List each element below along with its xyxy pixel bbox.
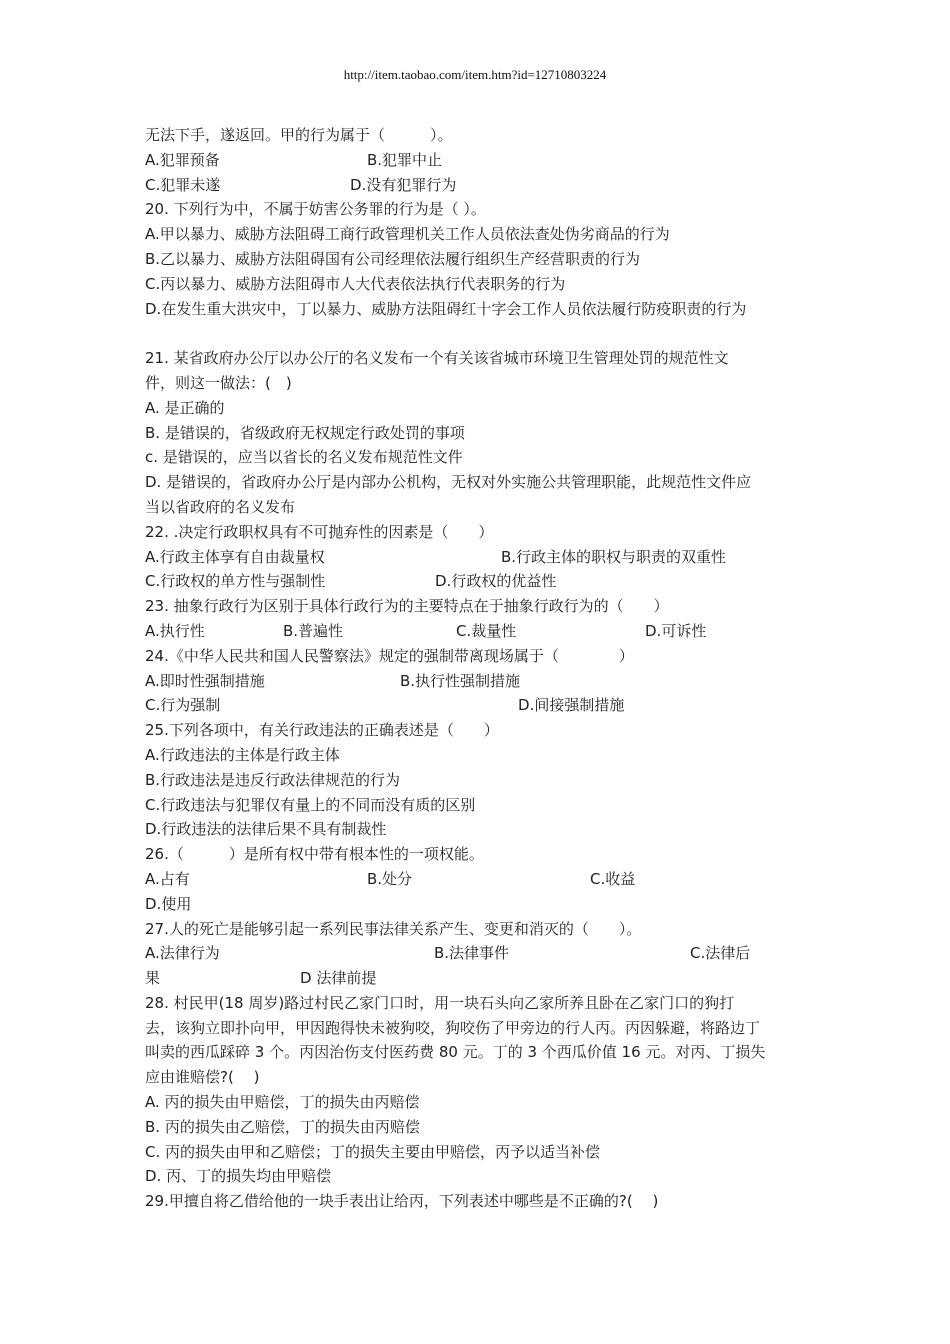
q24-option-a: A.即时性强制措施 (145, 671, 265, 690)
q19-option-b: B.犯罪中止 (367, 150, 443, 169)
q29-stem: 29.甲擅自将乙借给他的一块手表出让给丙，下列表述中哪些是不正确的?( ) (145, 1192, 659, 1211)
q24-option-b: B.执行性强制措施 (400, 671, 521, 690)
q26-options-row1 (145, 867, 815, 892)
q28-option-d: D. 丙、丁的损失均由甲赔偿 (145, 1167, 332, 1186)
q25-option-d: D.行政违法的法律后果不具有制裁性 (145, 820, 387, 839)
q19-option-c: C.犯罪未遂 (145, 175, 221, 194)
q28-stem-line2: 去，该狗立即扑向甲，甲因跑得快未被狗咬，狗咬伤了甲旁边的行人丙。丙因躲避，将路边丁 (145, 1018, 761, 1037)
q26-option-c: C.收益 (590, 869, 636, 888)
q27-options-row1 (145, 941, 815, 966)
q28-stem-line4: 应由谁赔偿?( ) (145, 1068, 260, 1087)
q23-stem: 23. 抽象行政行为区别于具体行政行为的主要特点在于抽象行政行为的（ ） (145, 597, 669, 616)
spacer (145, 321, 815, 346)
q25-option-c: C.行政违法与犯罪仅有量上的不同而没有质的区别 (145, 795, 476, 814)
q22-option-b: B.行政主体的职权与职责的双重性 (501, 547, 727, 566)
q25-option-a: A.行政违法的主体是行政主体 (145, 745, 340, 764)
q23-option-c: C.裁量性 (456, 621, 517, 640)
q22-option-d: D.行政权的优益性 (435, 572, 557, 591)
q22-stem: 22. .决定行政职权具有不可抛弃性的因素是（ ） (145, 522, 494, 541)
q28-stem-line3: 叫卖的西瓜踩碎 3 个。丙因治伤支付医药费 80 元。丁的 3 个西瓜价值 16 元。对丙、丁损失 (145, 1043, 766, 1062)
q21-option-c: c. 是错误的，应当以省长的名义发布规范性文件 (145, 448, 463, 467)
q26-option-b: B.处分 (367, 869, 413, 888)
q27-options-row2 (145, 966, 815, 991)
q24-options-row2 (145, 693, 815, 718)
q23-option-a: A.执行性 (145, 621, 205, 640)
q25-option-b: B.行政违法是违反行政法律规范的行为 (145, 770, 401, 789)
q22-options-row1 (145, 545, 815, 570)
q26-option-a: A.占有 (145, 869, 190, 888)
q19-option-d: D.没有犯罪行为 (350, 175, 457, 194)
q28-option-c: C. 丙的损失由甲和乙赔偿；丁的损失主要由甲赔偿，丙予以适当补偿 (145, 1142, 601, 1161)
q27-option-a: A.法律行为 (145, 944, 220, 963)
q20-option-b: B.乙以暴力、威胁方法阻碍国有公司经理依法履行组织生产经营职责的行为 (145, 249, 641, 268)
q26-option-d: D.使用 (145, 894, 192, 913)
q24-option-c: C.行为强制 (145, 696, 221, 715)
exam-content (145, 123, 815, 1214)
q19-stem-continuation: 无法下手，遂返回。甲的行为属于（ ）。 (145, 126, 453, 144)
q20-option-a: A.甲以暴力、威胁方法阻碍工商行政管理机关工作人员依法查处伪劣商品的行为 (145, 225, 670, 244)
page-header-url: http://item.taobao.com/item.htm?id=12710803224 (343, 67, 607, 82)
q22-options-row2 (145, 569, 815, 594)
q20-option-d: D.在发生重大洪灾中，丁以暴力、威胁方法阻碍红十字会工作人员依法履行防疫职责的行为 (145, 299, 747, 318)
q27-stem: 27.人的死亡是能够引起一系列民事法律关系产生、变更和消灭的（ ）。 (145, 919, 642, 938)
q26-stem: 26.（ ）是所有权中带有根本性的一项权能。 (145, 845, 484, 864)
q24-option-d: D.间接强制措施 (518, 696, 625, 715)
q20-option-c: C.丙以暴力、威胁方法阻碍市人大代表依法执行代表职务的行为 (145, 274, 566, 293)
q28-option-b: B. 丙的损失由乙赔偿，丁的损失由丙赔偿 (145, 1117, 420, 1136)
q28-stem-line1: 28. 村民甲(18 周岁)路过村民乙家门口时，用一块石头向乙家所养且卧在乙家门口的狗打 (145, 993, 735, 1012)
q19-options-row2 (145, 173, 815, 198)
q20-stem: 20. 下列行为中，不属于妨害公务罪的行为是（ ）。 (145, 200, 486, 219)
q24-stem: 24.《中华人民共和国人民警察法》规定的强制带离现场属于（ ） (145, 646, 634, 665)
q21-stem-line1: 21. 某省政府办公厅以办公厅的名义发布一个有关该省城市环境卫生管理处罚的规范性文 (145, 349, 729, 368)
q21-option-d-line2: 当以省政府的名义发布 (145, 497, 296, 516)
q25-stem: 25.下列各项中，有关行政违法的正确表述是（ ） (145, 721, 499, 740)
q27-option-d: D 法律前提 (300, 969, 377, 988)
q24-options-row1 (145, 669, 815, 694)
q21-option-a: A. 是正确的 (145, 398, 225, 417)
q19-options-row1 (145, 148, 815, 173)
q23-options-row (145, 619, 815, 644)
q19-option-a: A.犯罪预备 (145, 150, 220, 169)
q27-option-c-cont: 果 (145, 969, 161, 988)
q27-option-c: C.法律后 (690, 944, 751, 963)
q21-stem-line2: 件，则这一做法：( ) (145, 373, 292, 392)
q27-option-b: B.法律事件 (434, 944, 510, 963)
q21-option-b: B. 是错误的，省级政府无权规定行政处罚的事项 (145, 423, 465, 442)
q28-option-a: A. 丙的损失由甲赔偿，丁的损失由丙赔偿 (145, 1093, 420, 1112)
q23-option-b: B.普遍性 (283, 621, 344, 640)
q22-option-a: A.行政主体享有自由裁量权 (145, 547, 325, 566)
q22-option-c: C.行政权的单方性与强制性 (145, 572, 326, 591)
q23-option-d: D.可诉性 (645, 621, 707, 640)
q21-option-d-line1: D. 是错误的，省政府办公厅是内部办公机构，无权对外实施公共管理职能，此规范性文件应 (145, 473, 752, 492)
